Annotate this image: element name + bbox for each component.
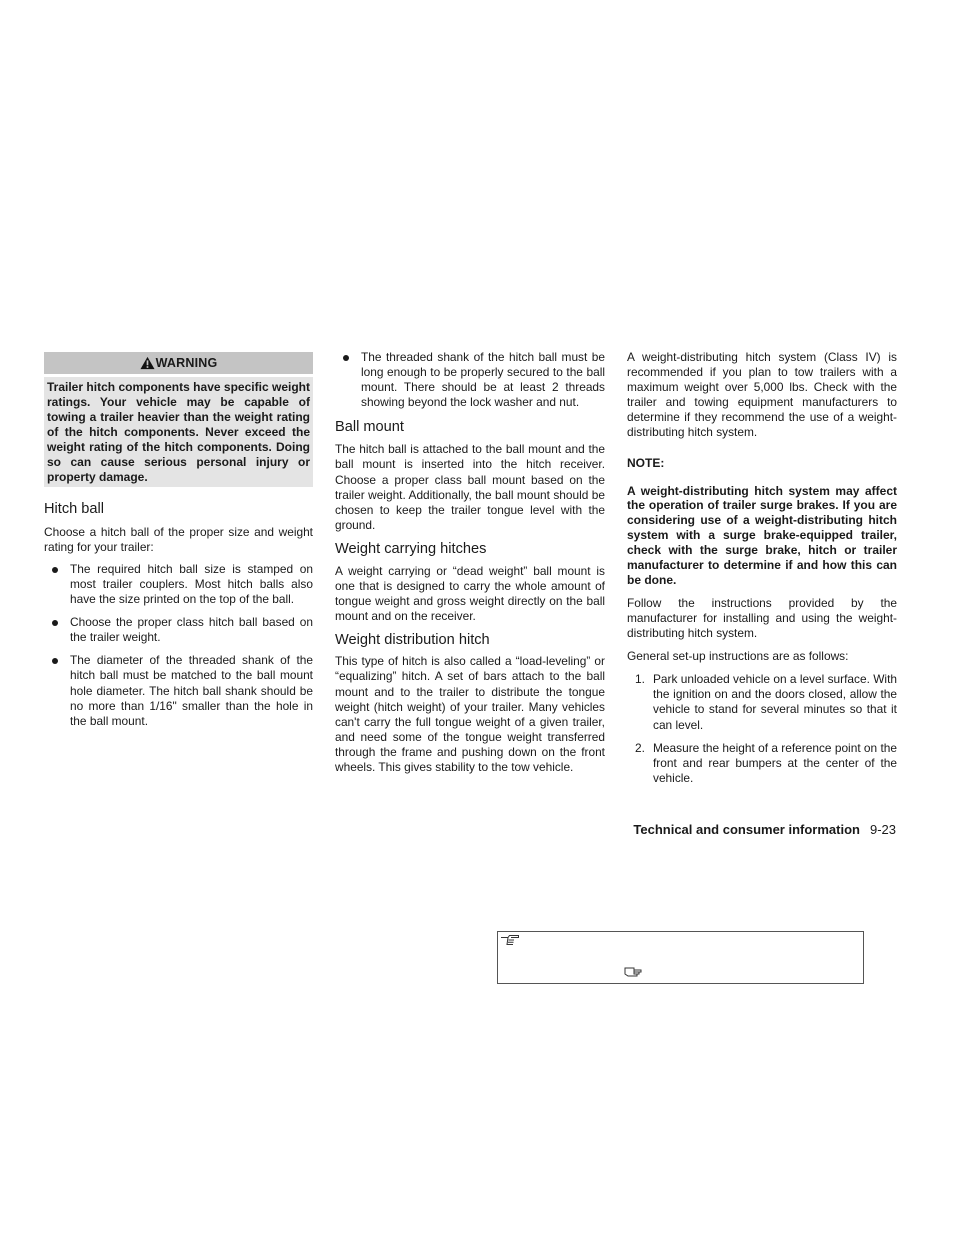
section-heading-weight-distribution: Weight distribution hitch <box>335 632 490 649</box>
note-text: A weight-distributing hitch system may affect the operation of trailer surge brakes. If you are considering use of a weight-distributing hitch system with a surge brake-equipped trailer, check with the surge brake, hitch or trailer manufacturer to determine if and how this can be done. <box>627 483 897 587</box>
note-label: NOTE: <box>627 455 665 470</box>
weight-distribution-text: This type of hitch is also called a “load-leveling” or “equalizing” hitch. A set of bars attach to the ball mount and to the trailer to distribute the tongue weight (hitch weight) of your trailer. Many vehicles can't carry the full tongue weight of a given trailer, and need some of the tongue weight transferred through the frame and pushing down on the front wheels. This gives stability to the tow vehicle. <box>335 654 605 774</box>
follow-instructions-text: Follow the instructions provided by the manufacturer for installing and using the weight-distributing hitch system. <box>627 595 897 641</box>
step-text: Park unloaded vehicle on a level surface. With the ignition on and the doors closed, allow the vehicle to stand for several minutes so that it can level. <box>653 672 897 732</box>
step-number: 1. <box>635 672 645 687</box>
warning-triangle-icon <box>140 356 155 370</box>
column-middle <box>335 350 605 775</box>
hitch-ball-bullets-continued <box>335 350 605 410</box>
pointing-hand-icon <box>624 966 644 978</box>
list-item <box>627 741 897 786</box>
column-right <box>627 350 897 786</box>
note-box <box>497 931 864 984</box>
warning-heading <box>44 352 313 374</box>
step-number: 2. <box>635 740 645 755</box>
section-heading-weight-carrying: Weight carrying hitches <box>335 540 487 557</box>
page-footer <box>633 822 896 838</box>
setup-steps <box>627 672 897 786</box>
page-number: 9-23 <box>869 822 896 837</box>
list-item <box>627 672 897 732</box>
section-heading-ball-mount: Ball mount <box>335 419 404 436</box>
weight-carrying-text: A weight carrying or “dead weight” ball mount is one that is designed to carry the whole amount of tongue weight and gross weight directly on the ball mount and on the receiver. <box>335 563 605 624</box>
list-item: Choose the proper class hitch ball based on the trailer weight. <box>44 615 313 645</box>
list-item: The diameter of the threaded shank of the hitch ball must be matched to the ball mount hole diameter. The hitch ball shank should be no more than 1/16" smaller than the hole in the ball mount. <box>44 653 313 728</box>
column-left <box>44 350 313 729</box>
list-item: The threaded shank of the hitch ball must be long enough to be properly secured to the ball mount. There should be at least 2 threads showing beyond the lock washer and nut. <box>335 350 605 410</box>
warning-text: Trailer hitch components have specific weight ratings. Your vehicle may be capable of towing a trailer heavier than the weight rating of the hitch components. Never exceed the weight rating of the hitch components. Doing so can cause serious personal injury or property damage. <box>44 377 313 487</box>
ball-mount-text: The hitch ball is attached to the ball mount and the ball mount is inserted into the hitch receiver. Choose a proper class ball mount based on the trailer weight. Additionally, the ball mount should be chosen to keep the trailer tongue level with the ground. <box>335 442 605 532</box>
step-text: Measure the height of a reference point on the front and rear bumpers at the center of the vehicle. <box>653 740 897 785</box>
list-item: The required hitch ball size is stamped on most trailer couplers. Most hitch balls also have the size printed on the top of the ball. <box>44 562 313 607</box>
hitch-ball-intro: Choose a hitch ball of the proper size and weight rating for your trailer: <box>44 524 313 554</box>
footer-section-title: Technical and consumer information <box>633 822 860 837</box>
general-setup-text: General set-up instructions are as follows: <box>627 649 849 664</box>
section-heading-hitch-ball: Hitch ball <box>44 500 105 517</box>
class-iv-text: A weight-distributing hitch system (Class IV) is recommended if you plan to tow trailers with a maximum weight over 5,000 lbs. Check with the trailer and towing equipment manufacturers to determine if they recommend the use of a weight-distributing hitch system. <box>627 350 897 440</box>
warning-heading-label: WARNING <box>155 356 218 370</box>
hitch-ball-bullets <box>44 562 313 729</box>
pointing-hand-icon <box>500 934 520 946</box>
